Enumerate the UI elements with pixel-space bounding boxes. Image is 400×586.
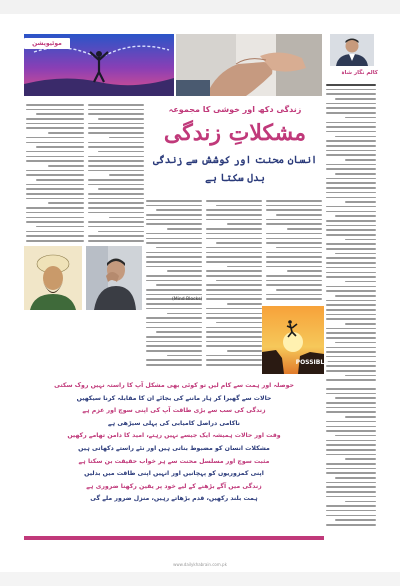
columnist-name: کالم نگار شاہ <box>341 70 378 76</box>
turbaned-figure-image <box>24 246 82 310</box>
quote-line: حوصلہ اور ہمت سے کام لیں تو کوئی بھی مشکل آپ کا راستہ نہیں روک سکتی <box>54 382 294 389</box>
bottom-frame <box>0 572 400 586</box>
article-kicker: زندگی دکھ اور خوشی کا مجموعہ <box>168 105 302 114</box>
quote-line: مشکلات انسان کو مضبوط بناتی ہیں اور نئے راستے دکھاتی ہیں <box>78 444 270 452</box>
quote-line: اپنی کمزوریوں کو پہچانیں اور انہیں اپنی طاقت میں بدلیں <box>84 470 264 478</box>
article-headline: مشکلاتِ زندگی <box>163 120 307 146</box>
quote-line: زندگی کی سب سے بڑی طاقت آپ کی اپنی سوچ اور عزم ہے <box>82 407 266 415</box>
quote-line: ناکامی دراصل کامیابی کی پہلی سیڑھی ہے <box>108 419 240 427</box>
section-label: موٹیویشن <box>24 38 70 49</box>
quote-line: ہمت بلند رکھیں، قدم بڑھاتے رہیں، منزل ضرور ملے گی <box>90 495 258 503</box>
top-frame <box>0 0 400 14</box>
bottom-accent-bar <box>24 536 324 540</box>
article-subhead: انسان محنت اور کوشش سے زندگی بدل سکتا ہے <box>153 155 317 184</box>
worried-man-image <box>86 246 142 310</box>
highlighted-quotes <box>26 380 322 532</box>
text-column <box>326 388 376 534</box>
quote-line: حالات سے گھبرا کر ہار ماننے کی بجائے ان کا مقابلہ کرنا سیکھیں <box>76 394 272 402</box>
possible-text: POSSIBLE <box>295 359 329 366</box>
text-column <box>26 104 84 244</box>
text-column <box>146 200 202 372</box>
text-column <box>88 104 144 244</box>
quote-line: زندگی میں آگے بڑھنے کے لیے خود پر یقین رکھنا ضروری ہے <box>86 482 262 490</box>
footer-url: www.dailykhabrain.com.pk <box>173 562 227 567</box>
text-column <box>326 84 376 384</box>
clasped-hands-image <box>176 34 322 96</box>
text-column <box>266 200 322 304</box>
inline-english-label: (Mind Blocks) <box>172 297 203 302</box>
text-column <box>206 200 262 372</box>
cliff-jump-possible-image <box>262 306 329 374</box>
columnist-portrait-image <box>330 34 374 66</box>
quote-line: وقت اور حالات ہمیشہ ایک جیسے نہیں رہتے، امید کا دامن تھامے رکھیں <box>67 432 281 440</box>
quote-line: مثبت سوچ اور مسلسل محنت سے ہر خواب حقیقت بن سکتا ہے <box>78 457 270 465</box>
